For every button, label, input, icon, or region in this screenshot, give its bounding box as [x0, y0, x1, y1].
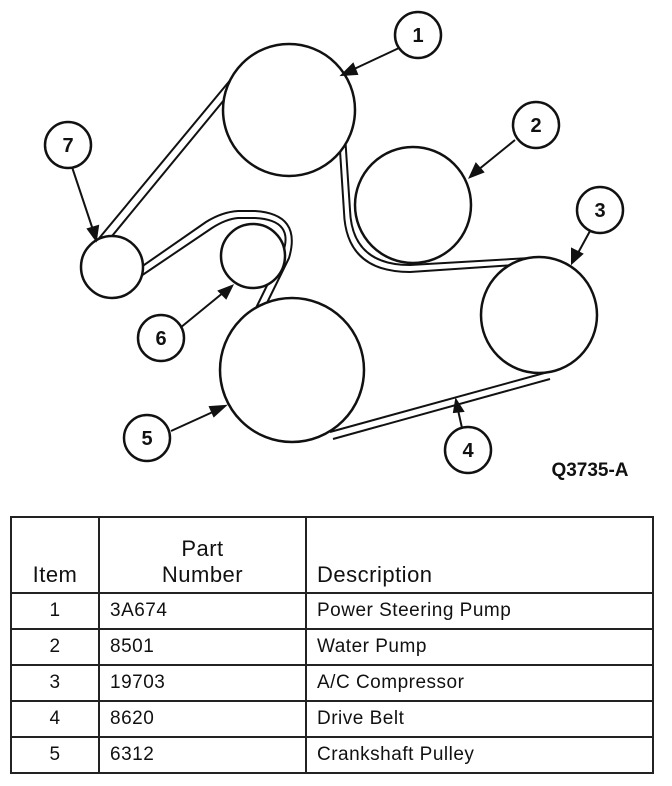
svg-text:6: 6 [155, 328, 167, 350]
callout-1 [395, 12, 441, 58]
header-part-line2: Number [161, 562, 244, 587]
svg-text:2: 2 [530, 115, 542, 137]
water-pump-pulley [355, 147, 471, 263]
tensioner-pulley-7 [81, 236, 143, 298]
header-part-number [99, 517, 306, 593]
svg-text:1: 1 [412, 25, 424, 47]
header-description: Description [306, 517, 653, 593]
svg-text:5: 5 [141, 428, 153, 450]
cell-item: 4 [11, 701, 99, 737]
parts-table [10, 516, 654, 774]
header-part-line1: Part [181, 536, 224, 561]
table-row [11, 629, 653, 665]
cell-description: Power Steering Pump [306, 593, 653, 629]
cell-item: 1 [11, 593, 99, 629]
table-row [11, 593, 653, 629]
callout-7 [45, 122, 91, 168]
cell-item: 2 [11, 629, 99, 665]
callout-3 [577, 187, 623, 233]
ac-compressor-pulley [481, 257, 597, 373]
callout-5 [124, 415, 170, 461]
svg-text:3: 3 [594, 200, 606, 222]
callout-6 [138, 315, 184, 361]
table-row [11, 665, 653, 701]
callout-2 [513, 102, 559, 148]
cell-description: Water Pump [306, 629, 653, 665]
table-row [11, 737, 653, 773]
cell-part-number: 8620 [99, 701, 306, 737]
header-item: Item [11, 517, 99, 593]
cell-item: 3 [11, 665, 99, 701]
cell-description: Crankshaft Pulley [306, 737, 653, 773]
cell-item: 5 [11, 737, 99, 773]
cell-part-number: 8501 [99, 629, 306, 665]
table-row [11, 701, 653, 737]
svg-text:4: 4 [462, 440, 474, 462]
cell-part-number: 6312 [99, 737, 306, 773]
idler-pulley-6 [221, 224, 285, 288]
cell-description: Drive Belt [306, 701, 653, 737]
cell-description: A/C Compressor [306, 665, 653, 701]
callout-4 [445, 427, 491, 473]
table-header-row [11, 517, 653, 593]
cell-part-number: 3A674 [99, 593, 306, 629]
cell-part-number: 19703 [99, 665, 306, 701]
svg-text:7: 7 [62, 135, 74, 157]
crankshaft-pulley [220, 298, 364, 442]
figure-id: Q3735-A [551, 460, 629, 481]
power-steering-pump-pulley [223, 44, 355, 176]
